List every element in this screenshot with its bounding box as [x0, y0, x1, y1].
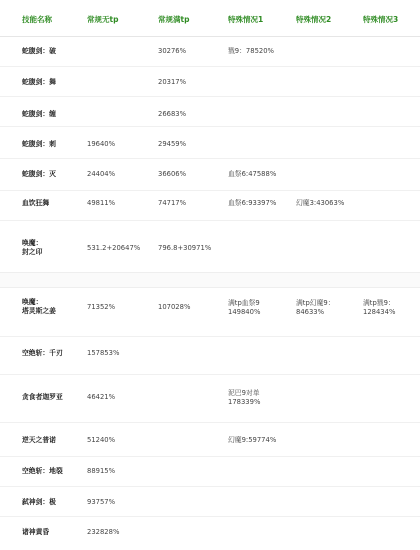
value-full-tp: 796.8+30971% — [158, 244, 212, 252]
skill-name: 贪食者迦罗亚 — [22, 393, 63, 401]
header-skill-name: 技能名称 — [22, 15, 52, 24]
value-no-tp: 93757% — [87, 498, 116, 506]
value-no-tp: 49811% — [87, 199, 116, 207]
value-special-2: 幻魔3:43063% — [296, 199, 345, 207]
table-row — [0, 96, 420, 127]
table-header — [0, 0, 420, 37]
value-special-2: 满tp幻魔9： 84633% — [296, 299, 335, 316]
value-special-1: 满tp血祭9 149840% — [228, 299, 261, 316]
value-no-tp: 157853% — [87, 349, 120, 357]
skill-name: 蛇腹剑：破 — [22, 47, 56, 55]
table-row — [0, 66, 420, 97]
value-special-1: 血祭6:93397% — [228, 199, 277, 207]
value-full-tp: 29459% — [158, 140, 187, 148]
skill-name: 血饮狂舞 — [22, 199, 50, 207]
value-full-tp: 26683% — [158, 110, 187, 118]
table-row — [0, 158, 420, 191]
value-full-tp: 107028% — [158, 303, 191, 311]
skill-name: 逆天之普诺 — [22, 436, 56, 444]
skill-name: 蛇腹剑：缠 — [22, 110, 56, 118]
header-normal-no-tp: 常规无tp — [87, 15, 119, 24]
table-row — [0, 36, 420, 67]
table-row — [0, 190, 420, 221]
header-special-3: 特殊情况3 — [363, 15, 399, 24]
value-no-tp: 24404% — [87, 170, 116, 178]
value-no-tp: 71352% — [87, 303, 116, 311]
value-full-tp: 30276% — [158, 47, 187, 55]
skill-name: 诸神黄昏 — [22, 528, 50, 536]
table-row — [0, 220, 420, 272]
value-no-tp: 19640% — [87, 140, 116, 148]
header-special-2: 特殊情况2 — [296, 15, 332, 24]
skill-name: 唤魔： 封之印 — [22, 239, 43, 256]
value-no-tp: 531.2+20647% — [87, 244, 141, 252]
value-full-tp: 74717% — [158, 199, 187, 207]
value-special-1: 血祭6:47588% — [228, 170, 277, 178]
value-full-tp: 36606% — [158, 170, 187, 178]
value-special-1: 幻魔9:59774% — [228, 436, 277, 444]
table-row — [0, 286, 420, 337]
skill-name: 唤魔： 塔灵斯之姜 — [22, 298, 56, 315]
table-row — [0, 126, 420, 159]
value-no-tp: 51240% — [87, 436, 116, 444]
header-special-1: 特殊情况1 — [228, 15, 264, 24]
value-full-tp: 20317% — [158, 78, 187, 86]
table-row — [0, 336, 420, 375]
skill-name: 空绝斩：千刃 — [22, 349, 63, 357]
skill-name: 蛇腹剑：舞 — [22, 78, 56, 86]
table-row — [0, 422, 420, 457]
value-no-tp: 232828% — [87, 528, 120, 536]
table-row — [0, 486, 420, 517]
value-special-3: 满tp戮9： 128434% — [363, 299, 396, 316]
skill-name: 蛇腹剑：灭 — [22, 170, 56, 178]
skill-name: 蛇腹剑：刺 — [22, 140, 56, 148]
value-no-tp: 46421% — [87, 393, 116, 401]
value-special-1: 泥巴9对单 178339% — [228, 389, 261, 406]
header-normal-full-tp: 常规满tp — [158, 15, 190, 24]
value-special-1: 戮9：78520% — [228, 47, 274, 55]
skill-name: 空绝斩：地裂 — [22, 467, 63, 475]
table-row — [0, 456, 420, 487]
skill-name: 弑神剑：极 — [22, 498, 56, 506]
value-no-tp: 88915% — [87, 467, 116, 475]
table-row — [0, 516, 420, 546]
table-row — [0, 374, 420, 423]
